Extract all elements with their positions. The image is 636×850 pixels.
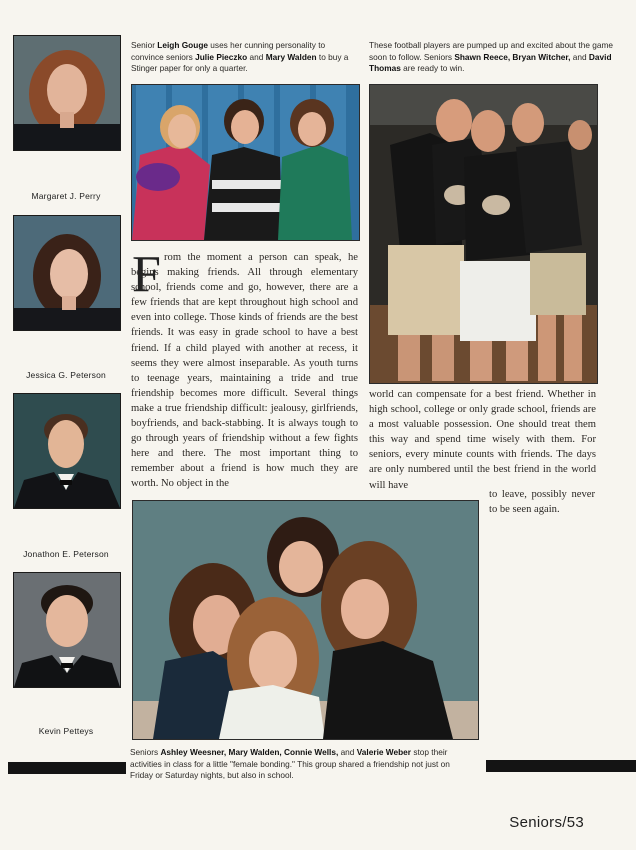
article-column-2: world can compensate for a best friend. Whether in high school, college or only grade school, friends are a most valuable possession. One should treat them this way and spend time wisely with them. For seniors, every minute counts with friends. The days are only numbered until the best friend in the world will have [369, 389, 596, 491]
drop-cap: F [132, 246, 161, 303]
article-column-2-tail: to leave, possibly never to be seen again. [489, 489, 595, 516]
article-column-1: rom the moment a person can speak, he begins making friends. All through elementary school, friends come and go, however, there are a few friends that are kept throughout high school and even into college. Those kinds of friends are the best friends. It was easy in grade school to have a best friend. If a child played with another at recess, it seems they were almost inseparable. As youth turns to teenage years, maintaining a tride and true friendship becomes more difficult. Several things make a true friendship difficult: jealousy, girlfriends, boyfriends, and back-stabbing. It is always tough to go through years of friendship without a few fights here and there. The most important thing to remember about a friend is how much they are worth. No object in the [131, 252, 358, 490]
portrait-name-3: Jonathon E. Peterson [23, 549, 109, 559]
caption-female-bonding: Seniors Ashley Weesner, Mary Walden, Connie Wells, and Valerie Weber stop their activities in class for a little "female bonding." This group shared a friendship not just on Friday or Saturday nights, but also in school. [130, 747, 450, 781]
rule-bar-right [486, 760, 636, 772]
portrait-name-4: Kevin Petteys [38, 726, 94, 736]
caption-stinger-paper: Senior Leigh Gouge uses her cunning personality to convince seniors Julie Pieczko and Mary Walden to buy a Stinger paper for only a quarter. [131, 40, 349, 74]
rule-bar-left [8, 762, 126, 774]
photo-football-players [369, 84, 598, 384]
photo-female-bonding [132, 500, 479, 740]
portrait-photo-3 [13, 393, 121, 509]
portrait-name-1: Margaret J. Perry [31, 191, 101, 201]
page-folio: Seniors/53 [509, 814, 584, 831]
caption-football-players: These football players are pumped up and excited about the game soon to follow. Seniors Shawn Reece, Bryan Witcher, and David Thomas are ready to win. [369, 40, 613, 74]
portrait-name-2: Jessica G. Peterson [26, 370, 106, 380]
portrait-photo-1 [13, 35, 121, 151]
photo-friends-lockers [131, 84, 360, 241]
portrait-photo-4 [13, 572, 121, 688]
portrait-photo-2 [13, 215, 121, 331]
